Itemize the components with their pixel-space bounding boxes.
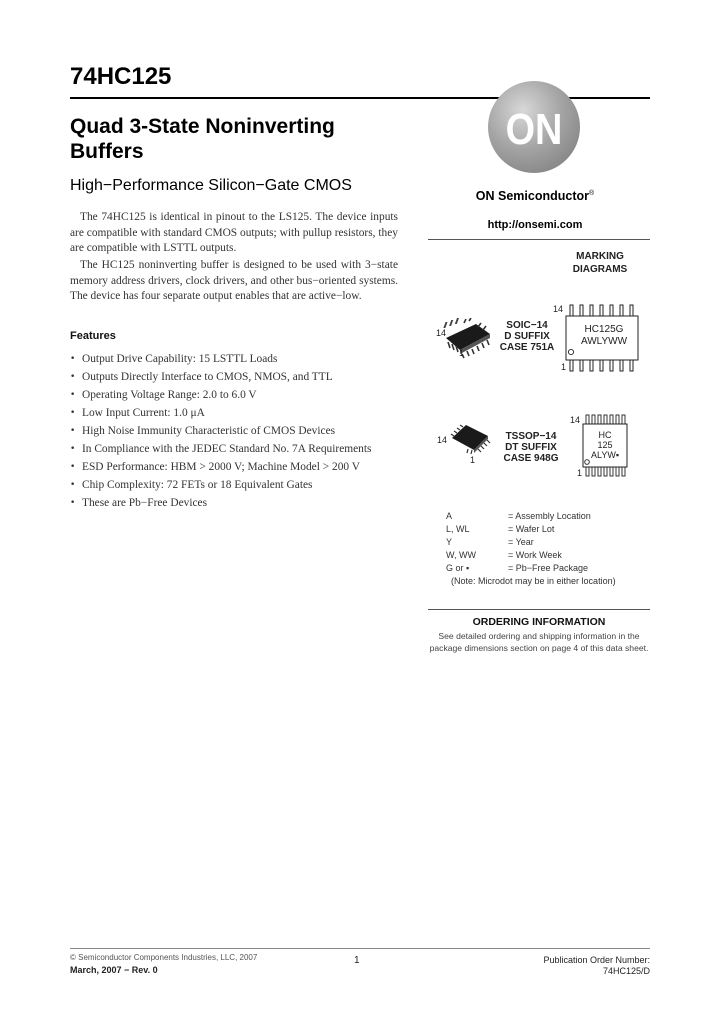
document-subtitle: High−Performance Silicon−Gate CMOS xyxy=(70,177,352,194)
soic-chip-pin-1: 1 xyxy=(561,362,567,372)
marking-heading-line-2: DIAGRAMS xyxy=(572,264,628,275)
tssop-mark-line-1: HC xyxy=(598,430,612,440)
legend-key: A xyxy=(446,511,453,521)
feature-item: • High Noise Immunity Characteristic of CMOS Devices xyxy=(70,422,430,440)
company-name xyxy=(430,189,640,203)
legend-key: W, WW xyxy=(446,550,476,560)
tssop-package-illustration xyxy=(448,422,492,456)
right-column-divider xyxy=(428,239,650,240)
soic-mark-line-2: AWLYWW xyxy=(580,336,628,347)
page-number: 1 xyxy=(354,955,360,966)
legend-value: = Work Week xyxy=(508,550,562,560)
legend-value: = Assembly Location xyxy=(508,511,591,521)
date-revision: March, 2007 − Rev. 0 xyxy=(70,965,158,975)
legend-row xyxy=(446,510,656,523)
feature-item: • Operating Voltage Range: 2.0 to 6.0 V xyxy=(70,386,430,404)
feature-item: • Output Drive Capability: 15 LSTTL Loads xyxy=(70,350,430,368)
marking-legend xyxy=(446,510,656,575)
soic-pin-1-label: 1 xyxy=(459,348,465,358)
legend-key: Y xyxy=(446,537,453,547)
part-number: 74HC125 xyxy=(70,63,172,90)
tssop-chip-pin-1: 1 xyxy=(577,468,583,478)
copyright: © Semiconductor Components Industries, LLC, 2007 xyxy=(70,953,258,962)
footer-divider xyxy=(70,948,650,949)
registered-mark: ® xyxy=(589,189,595,197)
logo-text: ON xyxy=(505,104,563,154)
legend-value: = Pb−Free Package xyxy=(508,563,589,573)
ordering-heading: ORDERING INFORMATION xyxy=(472,616,606,628)
publication-number: 74HC125/D xyxy=(602,966,650,976)
feature-item: • Outputs Directly Interface to CMOS, NMOS, and TTL xyxy=(70,368,430,386)
feature-item: • ESD Performance: HBM > 2000 V; Machine Model > 200 V xyxy=(70,458,430,476)
ordering-divider xyxy=(428,609,650,610)
legend-value: = Wafer Lot xyxy=(508,524,555,534)
soic-mark-line-1: HC125G xyxy=(584,324,624,335)
tssop-marking-diagram xyxy=(580,414,628,478)
legend-row xyxy=(446,549,656,562)
tssop-package-type: TSSOP−14 xyxy=(505,431,557,442)
legend-value: = Year xyxy=(508,537,534,547)
feature-item: • These are Pb−Free Devices xyxy=(70,494,430,512)
legend-note: (Note: Microdot may be in either location) xyxy=(451,576,616,586)
on-semiconductor-logo xyxy=(487,80,581,174)
tssop-pin-14-label: 14 xyxy=(437,435,448,445)
features-heading: Features xyxy=(70,330,116,342)
title-line-2: Buffers xyxy=(70,140,144,163)
soic-package-illustration xyxy=(438,318,498,360)
title-line-1: Quad 3-State Noninverting xyxy=(70,115,335,138)
ordering-text: See detailed ordering and shipping information in the package dimensions section on page 4 of this data sheet. xyxy=(429,631,649,653)
soic-case: CASE 751A xyxy=(499,342,555,353)
soic-pin-14-label: 14 xyxy=(436,328,447,338)
publication-label: Publication Order Number: xyxy=(543,955,650,965)
tssop-mark-line-2: 125 xyxy=(597,440,613,450)
feature-item: • In Compliance with the JEDEC Standard No. 7A Requirements xyxy=(70,440,430,458)
legend-row xyxy=(446,523,656,536)
tssop-chip-pin-14: 14 xyxy=(570,415,581,425)
soic-package-label xyxy=(490,320,564,353)
soic-suffix: D SUFFIX xyxy=(504,331,550,342)
soic-chip-pin-14: 14 xyxy=(553,304,564,314)
legend-key: G or ▪ xyxy=(446,563,470,573)
legend-key: L, WL xyxy=(446,524,470,534)
tssop-pin-1-label: 1 xyxy=(470,455,476,465)
company-name-text: ON Semiconductor xyxy=(475,189,590,203)
tssop-suffix: DT SUFFIX xyxy=(505,442,557,453)
tssop-case: CASE 948G xyxy=(503,453,559,464)
soic-marking-diagram xyxy=(560,304,652,374)
legend-row xyxy=(446,536,656,549)
feature-item: • Low Input Current: 1.0 μA xyxy=(70,404,430,422)
document-title xyxy=(70,114,410,164)
marking-diagrams-heading xyxy=(530,250,670,276)
feature-item: • Chip Complexity: 72 FETs or 18 Equivalent Gates xyxy=(70,476,430,494)
soic-package-type: SOIC−14 xyxy=(506,320,548,331)
description-paragraph-2: The HC125 noninverting buffer is designed to be used with 3−state memory address drivers, clock drivers, and other bus−oriented systems. The device has four separate output enables that are active−low. xyxy=(70,259,398,302)
description-paragraph-1: The 74HC125 is identical in pinout to the LS125. The device inputs are compatible with standard CMOS outputs; with pullup resistors, they are compatible with LSTTL outputs. xyxy=(70,211,398,254)
legend-row xyxy=(446,562,656,575)
tssop-package-label xyxy=(494,431,568,464)
marking-heading-line-1: MARKING xyxy=(576,251,624,262)
tssop-mark-line-3: ALYW▪ xyxy=(590,450,620,460)
features-list xyxy=(70,350,430,512)
company-url[interactable]: http://onsemi.com xyxy=(487,219,583,231)
